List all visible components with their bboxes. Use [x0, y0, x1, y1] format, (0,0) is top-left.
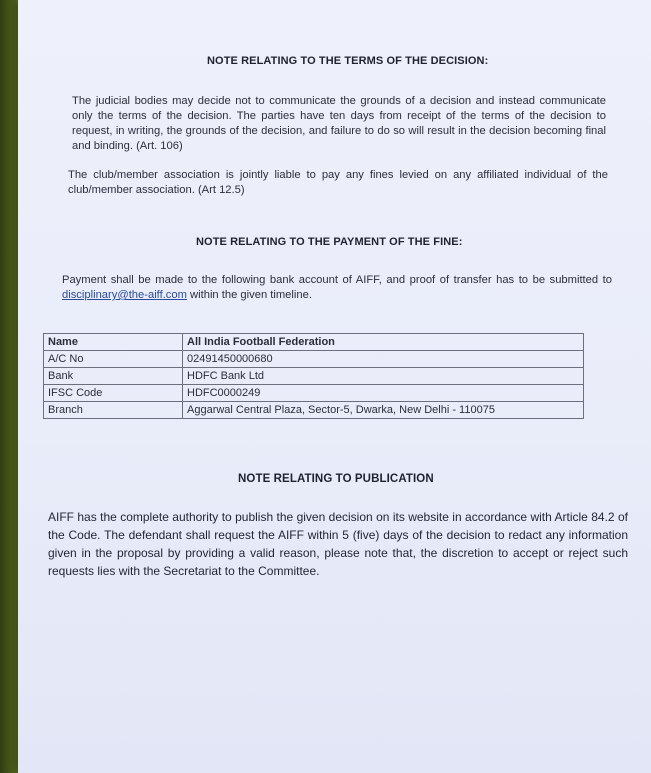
table-label: A/C No: [44, 351, 183, 368]
terms-paragraph-1: The judicial bodies may decide not to communicate the grounds of a decision and instead communicate only the terms of the decision. The parties have ten days from receipt of the terms of the decision to request, in writing, the grounds of the decision, and failure to do so will result in the decision becoming final and binding. (Art. 106): [72, 95, 606, 152]
table-value: Aggarwal Central Plaza, Sector-5, Dwarka, New Delhi - 110075: [183, 402, 584, 419]
payment-text-before: Payment shall be made to the following bank account of AIFF, and proof of transfer has to be submitted to: [62, 274, 612, 286]
payment-paragraph: [62, 273, 612, 303]
table-label: Bank: [44, 368, 183, 385]
document-page: [18, 0, 651, 773]
table-row: [44, 334, 584, 351]
payment-heading: NOTE RELATING TO THE PAYMENT OF THE FINE:: [196, 236, 463, 248]
payment-text-after: within the given timeline.: [190, 289, 312, 301]
table-label: IFSC Code: [44, 385, 183, 402]
table-label: Name: [44, 334, 183, 351]
terms-paragraph-2: The club/member association is jointly liable to pay any fines levied on any affiliated individual of the club/member association. (Art 12.5): [68, 169, 608, 196]
publication-heading: NOTE RELATING TO PUBLICATION: [238, 473, 434, 485]
email-link[interactable]: disciplinary@the-aiff.com: [62, 289, 187, 301]
table-row: [44, 385, 584, 402]
table-row: [44, 368, 584, 385]
table-value: All India Football Federation: [183, 334, 584, 351]
bank-details-table: [43, 333, 584, 419]
table-row: [44, 402, 584, 419]
terms-heading: NOTE RELATING TO THE TERMS OF THE DECISION:: [207, 55, 489, 67]
table-row: [44, 351, 584, 368]
publication-paragraph: AIFF has the complete authority to publish the given decision on its website in accordance with Article 84.2 of the Code. The defendant shall request the AIFF within 5 (five) days of the decision to redact any information given in the proposal by providing a valid reason, please note that, the discretion to accept or reject such requests lies with the Secretariat to the Committee.: [48, 510, 628, 578]
table-value: HDFC Bank Ltd: [183, 368, 584, 385]
table-value: HDFC0000249: [183, 385, 584, 402]
table-label: Branch: [44, 402, 183, 419]
table-value: 02491450000680: [183, 351, 584, 368]
